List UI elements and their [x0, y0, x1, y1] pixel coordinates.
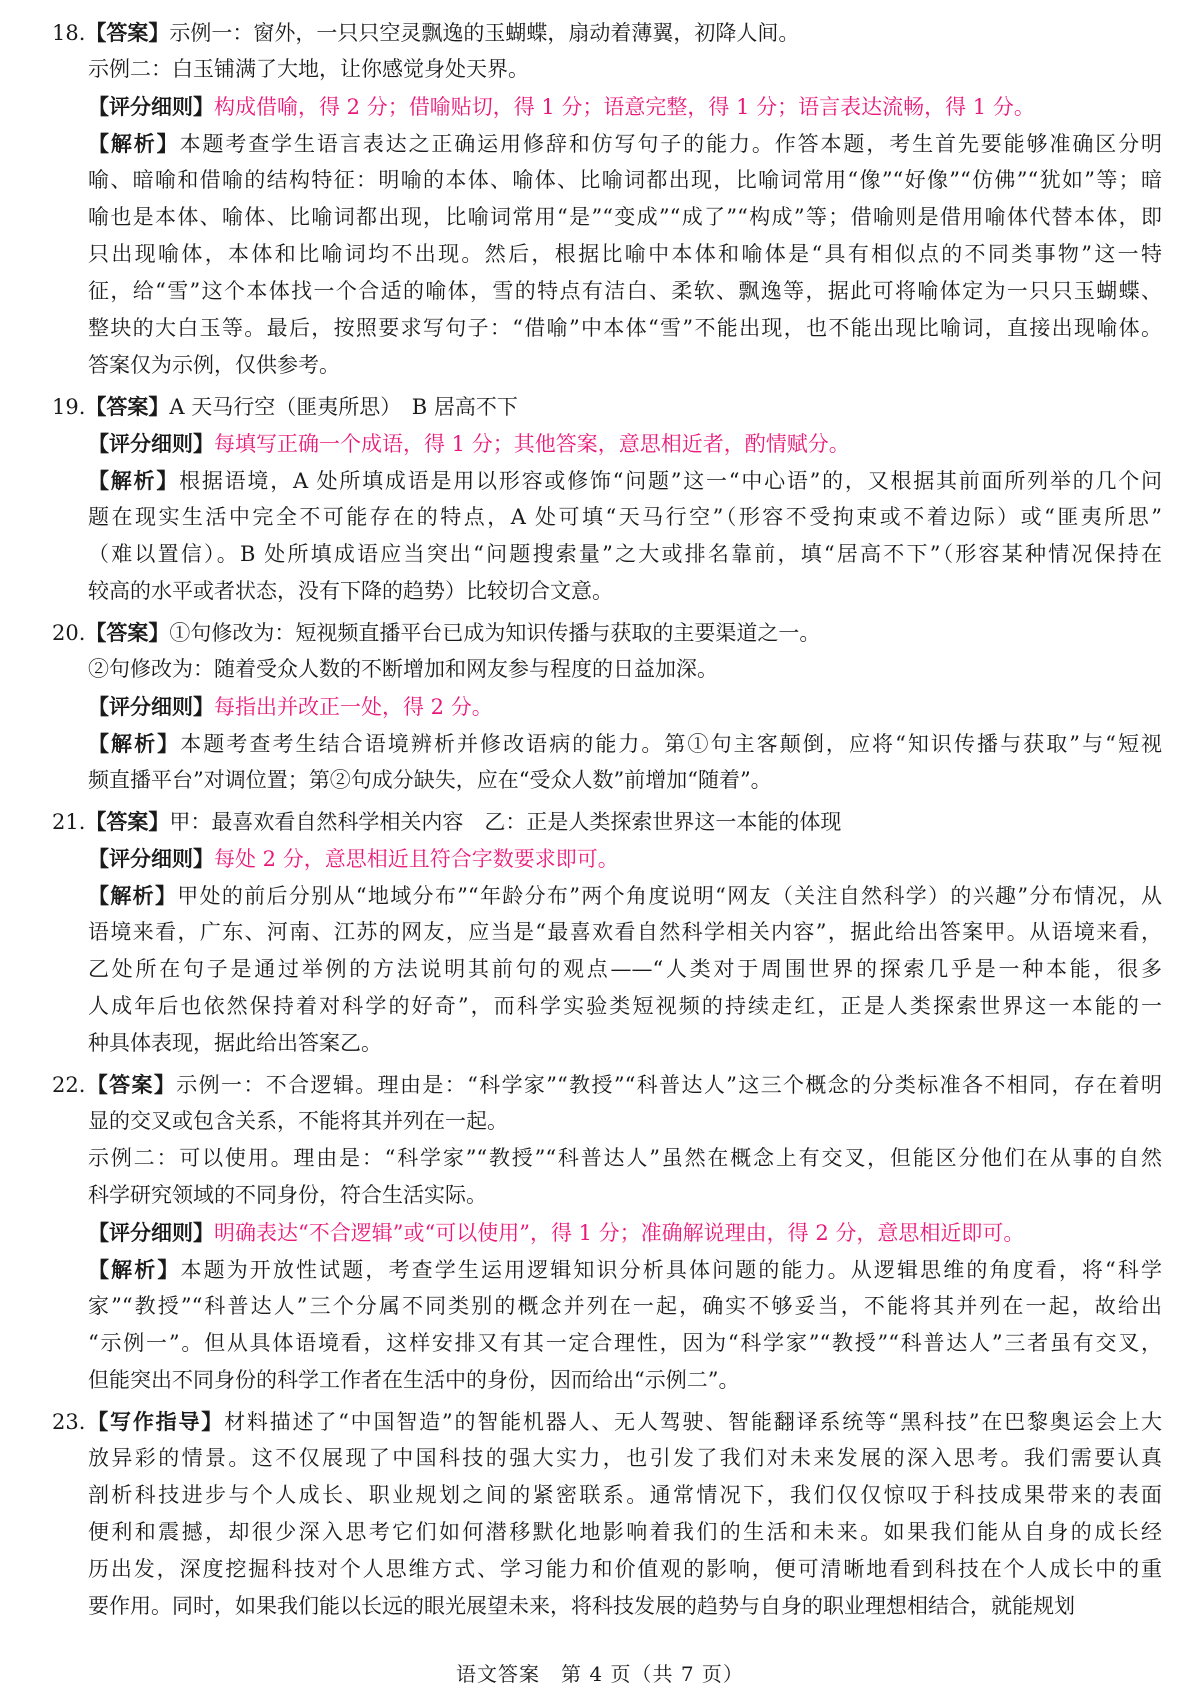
rubric-line [52, 688, 1162, 725]
page-footer: 语文答案 第 4 页（共 7 页） [456, 1662, 744, 1686]
answer-text: 显的交叉或包含关系，不能将其并列在一起。 [88, 1109, 508, 1133]
plain-line [52, 651, 1162, 688]
analysis-text: 语境来看，广东、河南、江苏的网友，应当是“最喜欢看自然科学相关内容”，据此给出答案甲。从语境来看， [88, 920, 1162, 944]
answer-text: 示例一：窗外，一只只空灵飘逸的玉蝴蝶，扇动着薄翼，初降人间。 [169, 21, 800, 45]
analysis-line [52, 162, 1162, 199]
analysis-label: 【解析】 [88, 468, 180, 493]
question-number: 21. [52, 810, 86, 834]
question-first-line [52, 1403, 1162, 1440]
answer-text: A 天马行空（匪夷所思） B 居高不下 [169, 395, 518, 419]
question-first-line [52, 614, 1162, 651]
guide-label: 【写作指导】 [85, 1409, 225, 1434]
guide-text: 便利和震撼，却很少深入思考它们如何潜移默化地影响着我们的生活和未来。如果我们能从自身的成长经 [88, 1520, 1162, 1544]
answer-text: 甲：最喜欢看自然科学相关内容 乙：正是人类探索世界这一本能的体现 [169, 810, 842, 834]
question-19 [52, 388, 1162, 610]
analysis-text: 征，给“雪”这个本体找一个合适的喻体，雪的特点有洁白、柔软、飘逸等，据此可将喻体定为一只只玉蝴蝶、 [88, 279, 1162, 303]
question-first-line [52, 1066, 1162, 1103]
analysis-line [52, 762, 1162, 799]
analysis-text: 家”“教授”“科普达人”三个分属不同类别的概念并列在一起，确实不够妥当，不能将其并列在一起，故给出 [88, 1294, 1162, 1318]
analysis-line [52, 1025, 1162, 1062]
analysis-line [52, 199, 1162, 236]
analysis-line [52, 536, 1162, 573]
question-number: 20. [52, 621, 86, 645]
plain-text: 示例二：白玉铺满了大地，让你感觉身处天界。 [88, 57, 529, 81]
analysis-text: 较高的水平或者状态，没有下降的趋势）比较切合文意。 [88, 579, 613, 603]
answer-label: 【答案】 [85, 620, 170, 645]
question-18 [52, 14, 1162, 384]
question-first-line [52, 14, 1162, 51]
analysis-text: 频直播平台”对调位置；第②句成分缺失，应在“受众人数”前增加“随着”。 [88, 768, 772, 792]
answer-text: 示例一：不合逻辑。理由是：“科学家”“教授”“科普达人”这三个概念的分类标准各不相同，存在着明 [176, 1073, 1162, 1097]
analysis-text: 整块的大白玉等。最后，按照要求写句子：“借喻”中本体“雪”不能出现，也不能出现比喻词，直接出现喻体。 [88, 316, 1162, 340]
analysis-text: 喻、暗喻和借喻的结构特征：明喻的本体、喻体、比喻词都出现，比喻词常用“像”“好像”“仿佛”“犹如”等；暗 [88, 168, 1162, 192]
rubric-text: 每指出并改正一处，得 2 分。 [214, 695, 493, 719]
question-number: 22. [52, 1073, 86, 1097]
analysis-line [52, 1362, 1162, 1399]
analysis-line [52, 914, 1162, 951]
guide-line [52, 1440, 1162, 1477]
question-22 [52, 1066, 1162, 1399]
question-21 [52, 803, 1162, 1062]
analysis-line [52, 236, 1162, 273]
analysis-line [52, 310, 1162, 347]
analysis-line [52, 499, 1162, 536]
rubric-text: 每处 2 分，意思相近且符合字数要求即可。 [214, 847, 619, 871]
analysis-text: 本题考查学生语言表达之正确运用修辞和仿写句子的能力。作答本题，考生首先要能够准确区分明 [179, 132, 1163, 156]
analysis-text: 种具体表现，据此给出答案乙。 [88, 1031, 382, 1055]
question-23 [52, 1403, 1162, 1625]
analysis-line [52, 951, 1162, 988]
answer-label: 【答案】 [85, 1072, 177, 1097]
analysis-text: 本题考查考生结合语境辨析并修改语病的能力。第①句主客颠倒，应将“知识传播与获取”与“短视 [180, 732, 1162, 756]
analysis-line [52, 347, 1162, 384]
rubric-line [52, 840, 1162, 877]
analysis-line [52, 1325, 1162, 1362]
answer-label: 【答案】 [85, 809, 170, 834]
answer-text: ①句修改为：短视频直播平台已成为知识传播与获取的主要渠道之一。 [169, 621, 821, 645]
analysis-text: （难以置信）。B 处所填成语应当突出“问题搜索量”之大或排名靠前，填“居高不下”（形容某种情况保持在 [88, 542, 1162, 566]
guide-text: 材料描述了“中国智造”的智能机器人、无人驾驶、智能翻译系统等“黑科技”在巴黎奥运会上大 [224, 1410, 1162, 1434]
analysis-line [52, 725, 1162, 762]
rubric-line [52, 1214, 1162, 1251]
analysis-line [52, 1251, 1162, 1288]
analysis-line [52, 877, 1162, 914]
plain-text: ②句修改为：随着受众人数的不断增加和网友参与程度的日益加深。 [88, 657, 718, 681]
question-first-line [52, 388, 1162, 425]
guide-line [52, 1477, 1162, 1514]
analysis-text: “示例一”。但从具体语境看，这样安排又有其一定合理性，因为“科学家”“教授”“科普达人”三者虽有交叉， [88, 1331, 1162, 1355]
guide-line [52, 1551, 1162, 1588]
rubric-label: 【评分细则】 [88, 1220, 214, 1245]
analysis-line [52, 1288, 1162, 1325]
analysis-label: 【解析】 [88, 131, 180, 156]
guide-text: 剖析科技进步与个人成长、职业规划之间的紧密联系。通常情况下，我们仅仅惊叹于科技成果带来的表面 [88, 1483, 1162, 1507]
question-number: 23. [52, 1410, 86, 1434]
question-20 [52, 614, 1162, 799]
analysis-text: 答案仅为示例，仅供参考。 [88, 353, 340, 377]
question-first-line [52, 803, 1162, 840]
answer-label: 【答案】 [85, 20, 170, 45]
analysis-line [52, 273, 1162, 310]
plain-line [52, 1177, 1162, 1214]
plain-line [52, 51, 1162, 88]
analysis-label: 【解析】 [88, 883, 178, 908]
analysis-text: 只出现喻体，本体和比喻词均不出现。然后，根据比喻中本体和喻体是“具有相似点的不同类事物”这一特 [88, 242, 1162, 266]
rubric-text: 构成借喻，得 2 分；借喻贴切，得 1 分；语意完整，得 1 分；语言表达流畅，得 1 分。 [214, 95, 1035, 119]
analysis-text: 根据语境，A 处所填成语是用以形容或修饰“问题”这一“中心语”的，又根据其前面所列举的几个问 [179, 469, 1163, 493]
analysis-line [52, 573, 1162, 610]
rubric-label: 【评分细则】 [88, 694, 214, 719]
rubric-line [52, 425, 1162, 462]
rubric-text: 明确表达“不合逻辑”或“可以使用”，得 1 分；准确解说理由，得 2 分，意思相近即可。 [214, 1221, 1025, 1245]
analysis-line [52, 462, 1162, 499]
rubric-label: 【评分细则】 [88, 94, 214, 119]
guide-text: 放异彩的情景。这不仅展现了中国科技的强大实力，也引发了我们对未来发展的深入思考。我们需要认真 [88, 1446, 1162, 1470]
analysis-text: 甲处的前后分别从“地域分布”“年龄分布”两个角度说明“网友（关注自然科学）的兴趣”分布情况，从 [177, 884, 1162, 908]
analysis-text: 题在现实生活中完全不可能存在的特点，A 处可填“天马行空”（形容不受拘束或不着边际）或“匪夷所思” [88, 505, 1162, 529]
question-number: 19. [52, 395, 86, 419]
rubric-text: 每填写正确一个成语，得 1 分；其他答案，意思相近者，酌情赋分。 [214, 432, 850, 456]
analysis-text: 乙处所在句子是通过举例的方法说明其前句的观点——“人类对于周围世界的探索几乎是一种本能，很多 [88, 957, 1162, 981]
analysis-line [52, 988, 1162, 1025]
guide-text: 要作用。同时，如果我们能以长远的眼光展望未来，将科技发展的趋势与自身的职业理想相结合，就能规划 [88, 1594, 1075, 1618]
rubric-label: 【评分细则】 [88, 846, 214, 871]
analysis-text: 本题为开放性试题，考查学生运用逻辑知识分析具体问题的能力。从逻辑思维的角度看，将“科学 [180, 1258, 1163, 1282]
answer-content [52, 10, 1162, 1625]
answer-label: 【答案】 [85, 394, 170, 419]
analysis-text: 但能突出不同身份的科学工作者在生活中的身份，因而给出“示例二”。 [88, 1368, 740, 1392]
rubric-label: 【评分细则】 [88, 431, 214, 456]
guide-text: 历出发，深度挖掘科技对个人思维方式、学习能力和价值观的影响，便可清晰地看到科技在个人成长中的重 [88, 1557, 1162, 1581]
question-number: 18. [52, 21, 86, 45]
plain-text: 科学研究领域的不同身份，符合生活实际。 [88, 1183, 487, 1207]
rubric-line [52, 88, 1162, 125]
analysis-label: 【解析】 [88, 731, 181, 756]
plain-line [52, 1140, 1162, 1177]
analysis-text: 人成年后也依然保持着对科学的好奇”，而科学实验类短视频的持续走红，正是人类探索世界这一本能的一 [88, 994, 1162, 1018]
guide-line [52, 1514, 1162, 1551]
plain-text: 示例二：可以使用。理由是：“科学家”“教授”“科普达人”虽然在概念上有交叉，但能区分他们在从事的自然 [88, 1146, 1162, 1170]
answer-line [52, 1103, 1162, 1140]
analysis-label: 【解析】 [88, 1257, 181, 1282]
guide-line [52, 1588, 1162, 1625]
analysis-line [52, 125, 1162, 162]
analysis-text: 喻也是本体、喻体、比喻词都出现，比喻词常用“是”“变成”“成了”“构成”等；借喻则是借用喻体代替本体，即 [88, 205, 1162, 229]
